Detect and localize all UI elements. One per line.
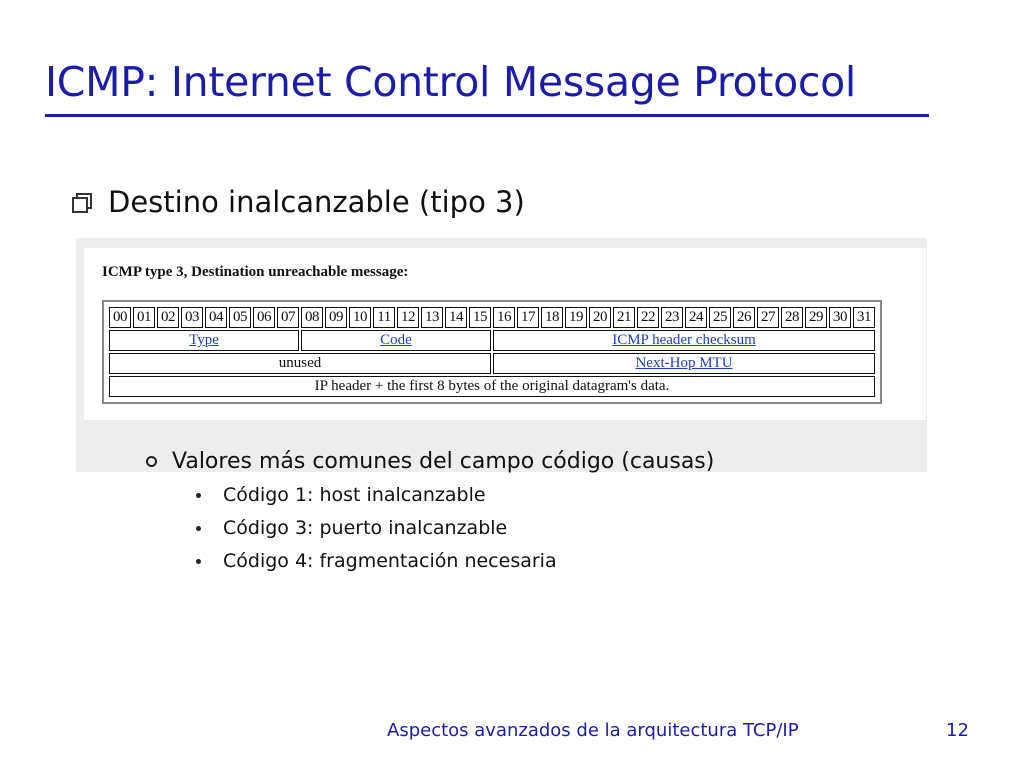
bit-number-cell: 07 — [277, 307, 299, 328]
code-link[interactable]: Code — [380, 332, 412, 348]
bit-number-cell: 21 — [613, 307, 635, 328]
bit-number-cell: 23 — [661, 307, 683, 328]
bit-number-cell: 17 — [517, 307, 539, 328]
checksum-field[interactable] — [493, 330, 875, 351]
bit-number-cell: 30 — [829, 307, 851, 328]
dot-bullet-icon — [196, 559, 201, 564]
code-field[interactable] — [301, 330, 491, 351]
header-row-2 — [109, 353, 875, 374]
bit-number-cell: 11 — [373, 307, 395, 328]
code-item — [196, 550, 557, 572]
circle-bullet-icon — [146, 456, 157, 467]
bit-number-cell: 29 — [805, 307, 827, 328]
bit-number-cell: 25 — [709, 307, 731, 328]
footer-text: Aspectos avanzados de la arquitectura TCP/IP — [387, 720, 799, 741]
mtu-field[interactable] — [493, 353, 875, 374]
page-number: 12 — [946, 720, 969, 741]
mtu-link[interactable]: Next-Hop MTU — [635, 355, 733, 371]
header-row-1 — [109, 330, 875, 351]
bit-number-cell: 01 — [133, 307, 155, 328]
data-field: IP header + the first 8 bytes of the original datagram's data. — [109, 376, 875, 397]
code-item — [196, 517, 507, 539]
bit-number-cell: 14 — [445, 307, 467, 328]
checkbox-bullet-icon — [72, 193, 90, 211]
sub-bullet — [146, 449, 714, 474]
bit-number-cell: 20 — [589, 307, 611, 328]
bit-number-cell: 03 — [181, 307, 203, 328]
dot-bullet-icon — [196, 493, 201, 498]
type-link[interactable]: Type — [189, 332, 219, 348]
bit-number-cell: 31 — [853, 307, 875, 328]
bit-number-cell: 08 — [301, 307, 323, 328]
slide-title: ICMP: Internet Control Message Protocol — [45, 58, 856, 106]
bit-number-cell: 28 — [781, 307, 803, 328]
bit-number-cell: 22 — [637, 307, 659, 328]
bit-number-cell: 04 — [205, 307, 227, 328]
bit-number-cell: 00 — [109, 307, 131, 328]
code-item-text: Código 4: fragmentación necesaria — [223, 550, 557, 572]
bit-number-cell: 06 — [253, 307, 275, 328]
unused-field: unused — [109, 353, 491, 374]
title-underline — [45, 114, 929, 117]
bit-number-cell: 12 — [397, 307, 419, 328]
code-item-text: Código 1: host inalcanzable — [223, 484, 486, 506]
sub-bullet-text: Valores más comunes del campo código (causas) — [172, 449, 715, 474]
bit-number-cell: 10 — [349, 307, 371, 328]
bit-number-cell: 27 — [757, 307, 779, 328]
dot-bullet-icon — [196, 526, 201, 531]
type-field[interactable] — [109, 330, 299, 351]
bit-number-cell: 15 — [469, 307, 491, 328]
code-item — [196, 484, 486, 506]
figure-caption: ICMP type 3, Destination unreachable message: — [102, 264, 409, 280]
header-row-3 — [109, 376, 875, 397]
icmp-header-table — [102, 300, 882, 404]
bit-number-cell: 24 — [685, 307, 707, 328]
bit-number-cell: 02 — [157, 307, 179, 328]
code-item-text: Código 3: puerto inalcanzable — [223, 517, 508, 539]
bit-number-cell: 19 — [565, 307, 587, 328]
bit-number-cell: 09 — [325, 307, 347, 328]
bit-number-cell: 16 — [493, 307, 515, 328]
icmp-figure — [84, 248, 926, 420]
bit-number-cell: 13 — [421, 307, 443, 328]
main-bullet-text: Destino inalcanzable (tipo 3) — [108, 185, 525, 219]
checksum-link[interactable]: ICMP header checksum — [612, 332, 756, 348]
bit-number-cell: 05 — [229, 307, 251, 328]
bit-number-cell: 18 — [541, 307, 563, 328]
bit-numbers-row — [109, 307, 875, 328]
bit-number-cell: 26 — [733, 307, 755, 328]
main-bullet — [72, 185, 525, 219]
